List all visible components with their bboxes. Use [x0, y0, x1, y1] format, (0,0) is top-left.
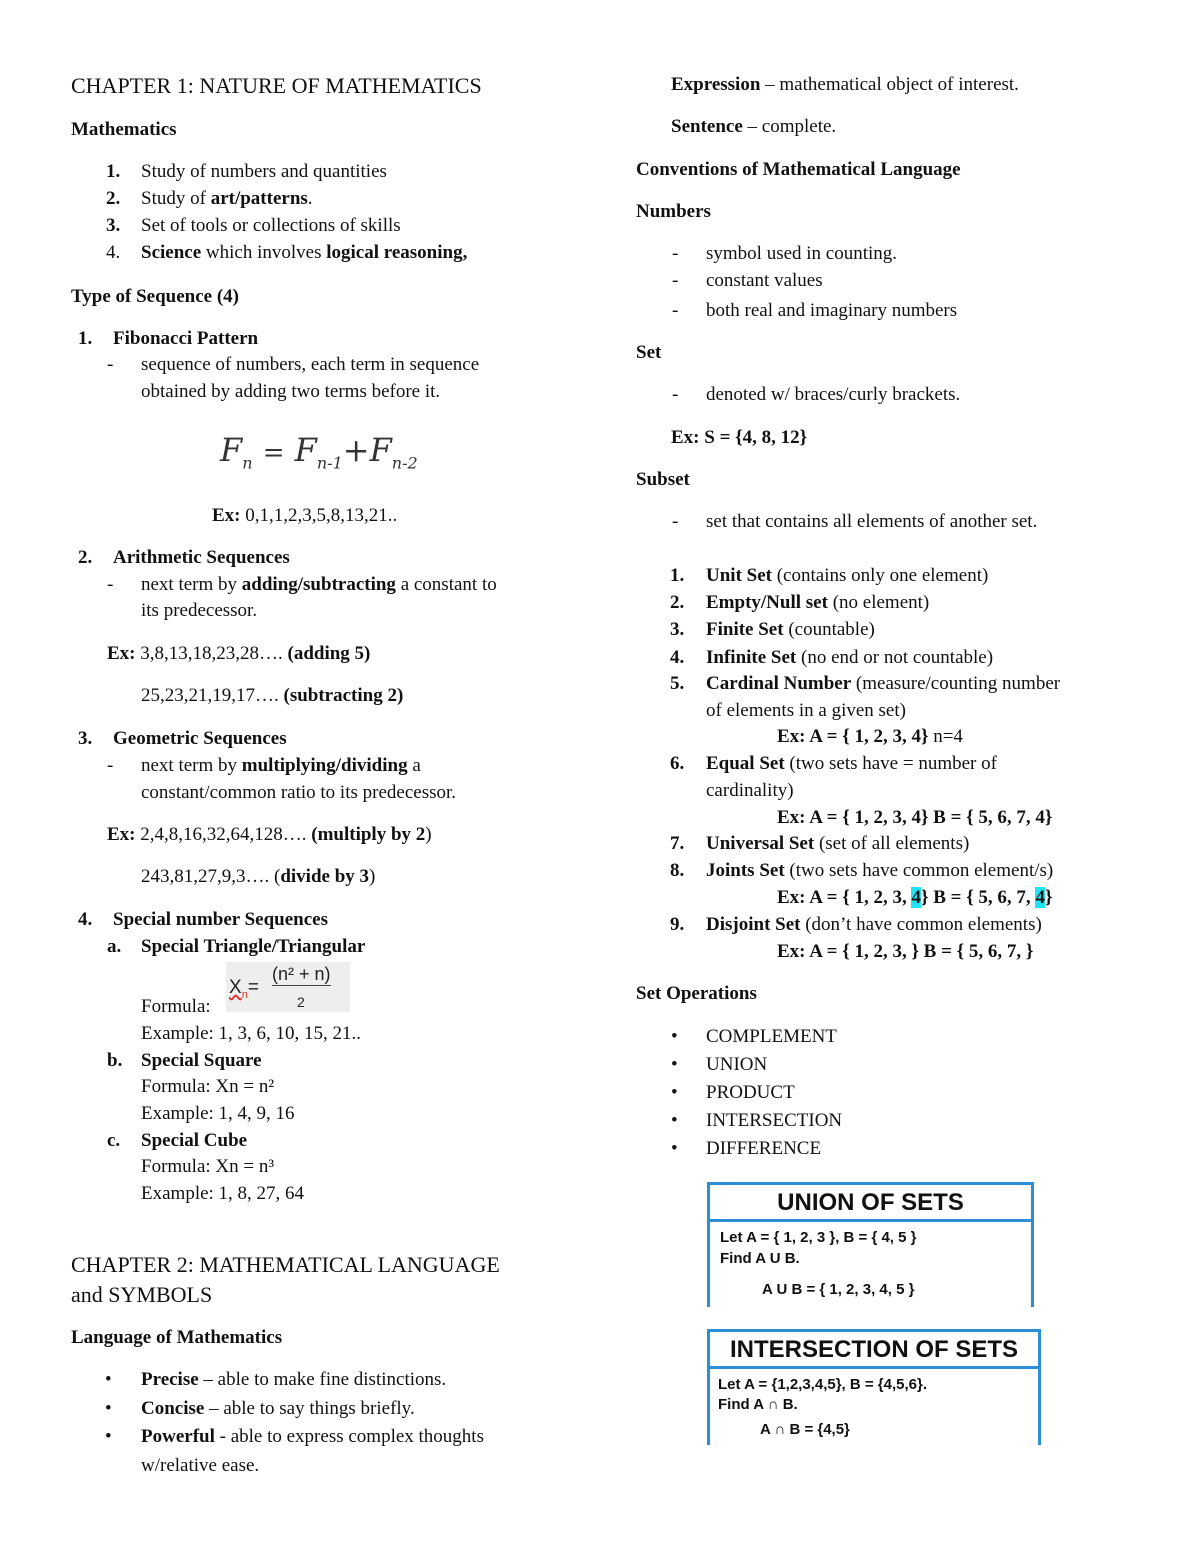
- list-item: Study of art/patterns.: [141, 188, 313, 209]
- dash: -: [672, 511, 679, 532]
- chapter-2-title-line2: and SYMBOLS: [71, 1282, 213, 1307]
- list-item: set that contains all elements of another set.: [706, 511, 1038, 532]
- set-type-continuation: of elements in a given set): [706, 700, 906, 721]
- sublist-letter: c.: [107, 1130, 121, 1151]
- bullet: •: [671, 1110, 678, 1131]
- union-figure-line2: Find A U B.: [720, 1250, 800, 1267]
- subset-heading: Subset: [636, 469, 690, 490]
- joint-example: Ex: A = { 1, 2, 3, 4} B = { 5, 6, 7, 4}: [777, 887, 1053, 908]
- bullet: •: [671, 1026, 678, 1047]
- list-number: 3.: [78, 728, 93, 749]
- numbers-heading: Numbers: [636, 201, 711, 222]
- special-square-title: Special Square: [141, 1050, 262, 1071]
- special-cube-title: Special Cube: [141, 1130, 248, 1151]
- dash: -: [107, 574, 114, 595]
- chapter-1-title: CHAPTER 1: NATURE OF MATHEMATICS: [71, 73, 482, 98]
- cube-formula: Formula: Xn = n³: [141, 1156, 275, 1177]
- fibonacci-title: Fibonacci Pattern: [113, 328, 259, 349]
- sublist-letter: b.: [107, 1050, 123, 1071]
- dash: -: [107, 755, 114, 776]
- set-type-item: Equal Set (two sets have = number of: [706, 753, 997, 774]
- list-item: Study of numbers and quantities: [141, 161, 387, 182]
- list-number: 1.: [106, 161, 121, 182]
- union-figure-line1: Let A = { 1, 2, 3 }, B = { 4, 5 }: [720, 1229, 917, 1246]
- triangular-formula-label: Formula:: [141, 996, 211, 1017]
- intersection-figure-line3: A ∩ B = {4,5}: [760, 1421, 850, 1438]
- sequence-heading: Type of Sequence (4): [71, 286, 239, 307]
- arithmetic-desc-1: next term by adding/subtracting a constant to: [141, 574, 497, 595]
- list-item-continuation: w/relative ease.: [141, 1455, 260, 1476]
- list-number: 4.: [670, 647, 685, 668]
- language-heading: Language of Mathematics: [71, 1327, 283, 1348]
- set-example: Ex: S = {4, 8, 12}: [671, 427, 808, 448]
- set-type-item: Joints Set (two sets have common element/s): [706, 860, 1054, 881]
- set-type-item: Empty/Null set (no element): [706, 592, 930, 613]
- square-example: Example: 1, 4, 9, 16: [141, 1103, 295, 1124]
- geometric-title: Geometric Sequences: [113, 728, 287, 749]
- set-type-item: Finite Set (countable): [706, 619, 875, 640]
- list-item: Concise – able to say things briefly.: [141, 1398, 415, 1419]
- set-type-item: Infinite Set (no end or not countable): [706, 647, 994, 668]
- list-number: 2.: [106, 188, 121, 209]
- list-number: 1.: [78, 328, 93, 349]
- bullet: •: [105, 1398, 112, 1419]
- intersection-of-sets-figure: [707, 1329, 1041, 1445]
- bullet: •: [671, 1082, 678, 1103]
- chapter-2-title-line1: CHAPTER 2: MATHEMATICAL LANGUAGE: [71, 1252, 500, 1277]
- geometric-desc-2: constant/common ratio to its predecessor.: [141, 782, 457, 803]
- highlight: 4: [1035, 887, 1045, 908]
- equal-example: Ex: A = { 1, 2, 3, 4} B = { 5, 6, 7, 4}: [777, 807, 1053, 828]
- fibonacci-example: Ex: 0,1,1,2,3,5,8,13,21..: [212, 505, 398, 526]
- list-item: symbol used in counting.: [706, 243, 898, 264]
- list-number: 6.: [670, 753, 685, 774]
- dash: -: [672, 300, 679, 321]
- arithmetic-example-2: 25,23,21,19,17…. (subtracting 2): [141, 685, 404, 706]
- special-triangle-title: Special Triangle/Triangular: [141, 936, 366, 957]
- geometric-example-2: 243,81,27,9,3…. (divide by 3): [141, 866, 376, 887]
- highlight: 4: [911, 887, 921, 908]
- list-number: 5.: [670, 673, 685, 694]
- arithmetic-desc-2: its predecessor.: [141, 600, 258, 621]
- set-type-item: Cardinal Number (measure/counting number: [706, 673, 1061, 694]
- set-operations-heading: Set Operations: [636, 983, 757, 1004]
- list-number: 3.: [670, 619, 685, 640]
- list-item: constant values: [706, 270, 823, 291]
- set-type-item: Disjoint Set (don’t have common elements): [706, 914, 1042, 935]
- dash: -: [672, 270, 679, 291]
- list-number: 3.: [106, 215, 121, 236]
- triangular-example: Example: 1, 3, 6, 10, 15, 21..: [141, 1023, 362, 1044]
- cardinal-example: Ex: A = { 1, 2, 3, 4} n=4: [777, 726, 963, 747]
- bullet: •: [671, 1054, 678, 1075]
- set-type-continuation: cardinality): [706, 780, 794, 801]
- set-type-item: Universal Set (set of all elements): [706, 833, 970, 854]
- union-of-sets-figure: [707, 1182, 1034, 1307]
- list-item: Powerful - able to express complex thoughts: [141, 1426, 484, 1447]
- square-formula: Formula: Xn = n²: [141, 1076, 275, 1097]
- triangular-formula-image: $X_n=$ (n² + n) 2: [226, 962, 350, 1012]
- geometric-example-1: Ex: 2,4,8,16,32,64,128…. (multiply by 2): [107, 824, 432, 845]
- geometric-desc-1: next term by multiplying/dividing a: [141, 755, 421, 776]
- set-type-item: Unit Set (contains only one element): [706, 565, 989, 586]
- expression-line: Expression – mathematical object of interest.: [671, 74, 1019, 95]
- list-number: 8.: [670, 860, 685, 881]
- dash: -: [672, 243, 679, 264]
- mathematics-heading: Mathematics: [71, 119, 177, 140]
- arithmetic-example-1: Ex: 3,8,13,18,23,28…. (adding 5): [107, 643, 371, 664]
- sublist-letter: a.: [107, 936, 122, 957]
- fibonacci-desc-1: sequence of numbers, each term in sequence: [141, 354, 480, 375]
- list-number: 9.: [670, 914, 685, 935]
- list-item: both real and imaginary numbers: [706, 300, 958, 321]
- list-number: 4.: [78, 909, 93, 930]
- fibonacci-desc-2: obtained by adding two terms before it.: [141, 381, 441, 402]
- intersection-figure-line1: Let A = {1,2,3,4,5}, B = {4,5,6}.: [718, 1376, 928, 1393]
- list-number: 2.: [670, 592, 685, 613]
- list-item: denoted w/ braces/curly brackets.: [706, 384, 961, 405]
- conventions-heading: Conventions of Mathematical Language: [636, 159, 961, 180]
- list-number: 1.: [670, 565, 685, 586]
- union-figure-line3: A U B = { 1, 2, 3, 4, 5 }: [762, 1281, 915, 1298]
- list-number: 2.: [78, 547, 93, 568]
- special-title: Special number Sequences: [113, 909, 329, 930]
- intersection-figure-line2: Find A ∩ B.: [718, 1396, 798, 1413]
- bullet: •: [671, 1138, 678, 1159]
- intersection-figure-title: INTERSECTION OF SETS: [710, 1332, 1038, 1369]
- operation-item: COMPLEMENT: [706, 1026, 837, 1047]
- list-item: Set of tools or collections of skills: [141, 215, 401, 236]
- list-number: 4.: [106, 242, 121, 263]
- operation-item: UNION: [706, 1054, 768, 1075]
- arithmetic-title: Arithmetic Sequences: [113, 547, 290, 568]
- list-item: Precise – able to make fine distinctions.: [141, 1369, 447, 1390]
- operation-item: INTERSECTION: [706, 1110, 843, 1131]
- fibonacci-formula: $F_n = F_{n-1}+F_{n-2}$: [220, 431, 418, 473]
- dash: -: [672, 384, 679, 405]
- set-heading: Set: [636, 342, 662, 363]
- disjoint-example: Ex: A = { 1, 2, 3, } B = { 5, 6, 7, }: [777, 941, 1034, 962]
- operation-item: DIFFERENCE: [706, 1138, 822, 1159]
- operation-item: PRODUCT: [706, 1082, 795, 1103]
- list-item: Science which involves logical reasoning,: [141, 242, 468, 263]
- bullet: •: [105, 1426, 112, 1447]
- cube-example: Example: 1, 8, 27, 64: [141, 1183, 305, 1204]
- list-number: 7.: [670, 833, 685, 854]
- dash: -: [107, 354, 114, 375]
- sentence-line: Sentence – complete.: [671, 116, 837, 137]
- union-figure-title: UNION OF SETS: [710, 1185, 1031, 1222]
- bullet: •: [105, 1369, 112, 1390]
